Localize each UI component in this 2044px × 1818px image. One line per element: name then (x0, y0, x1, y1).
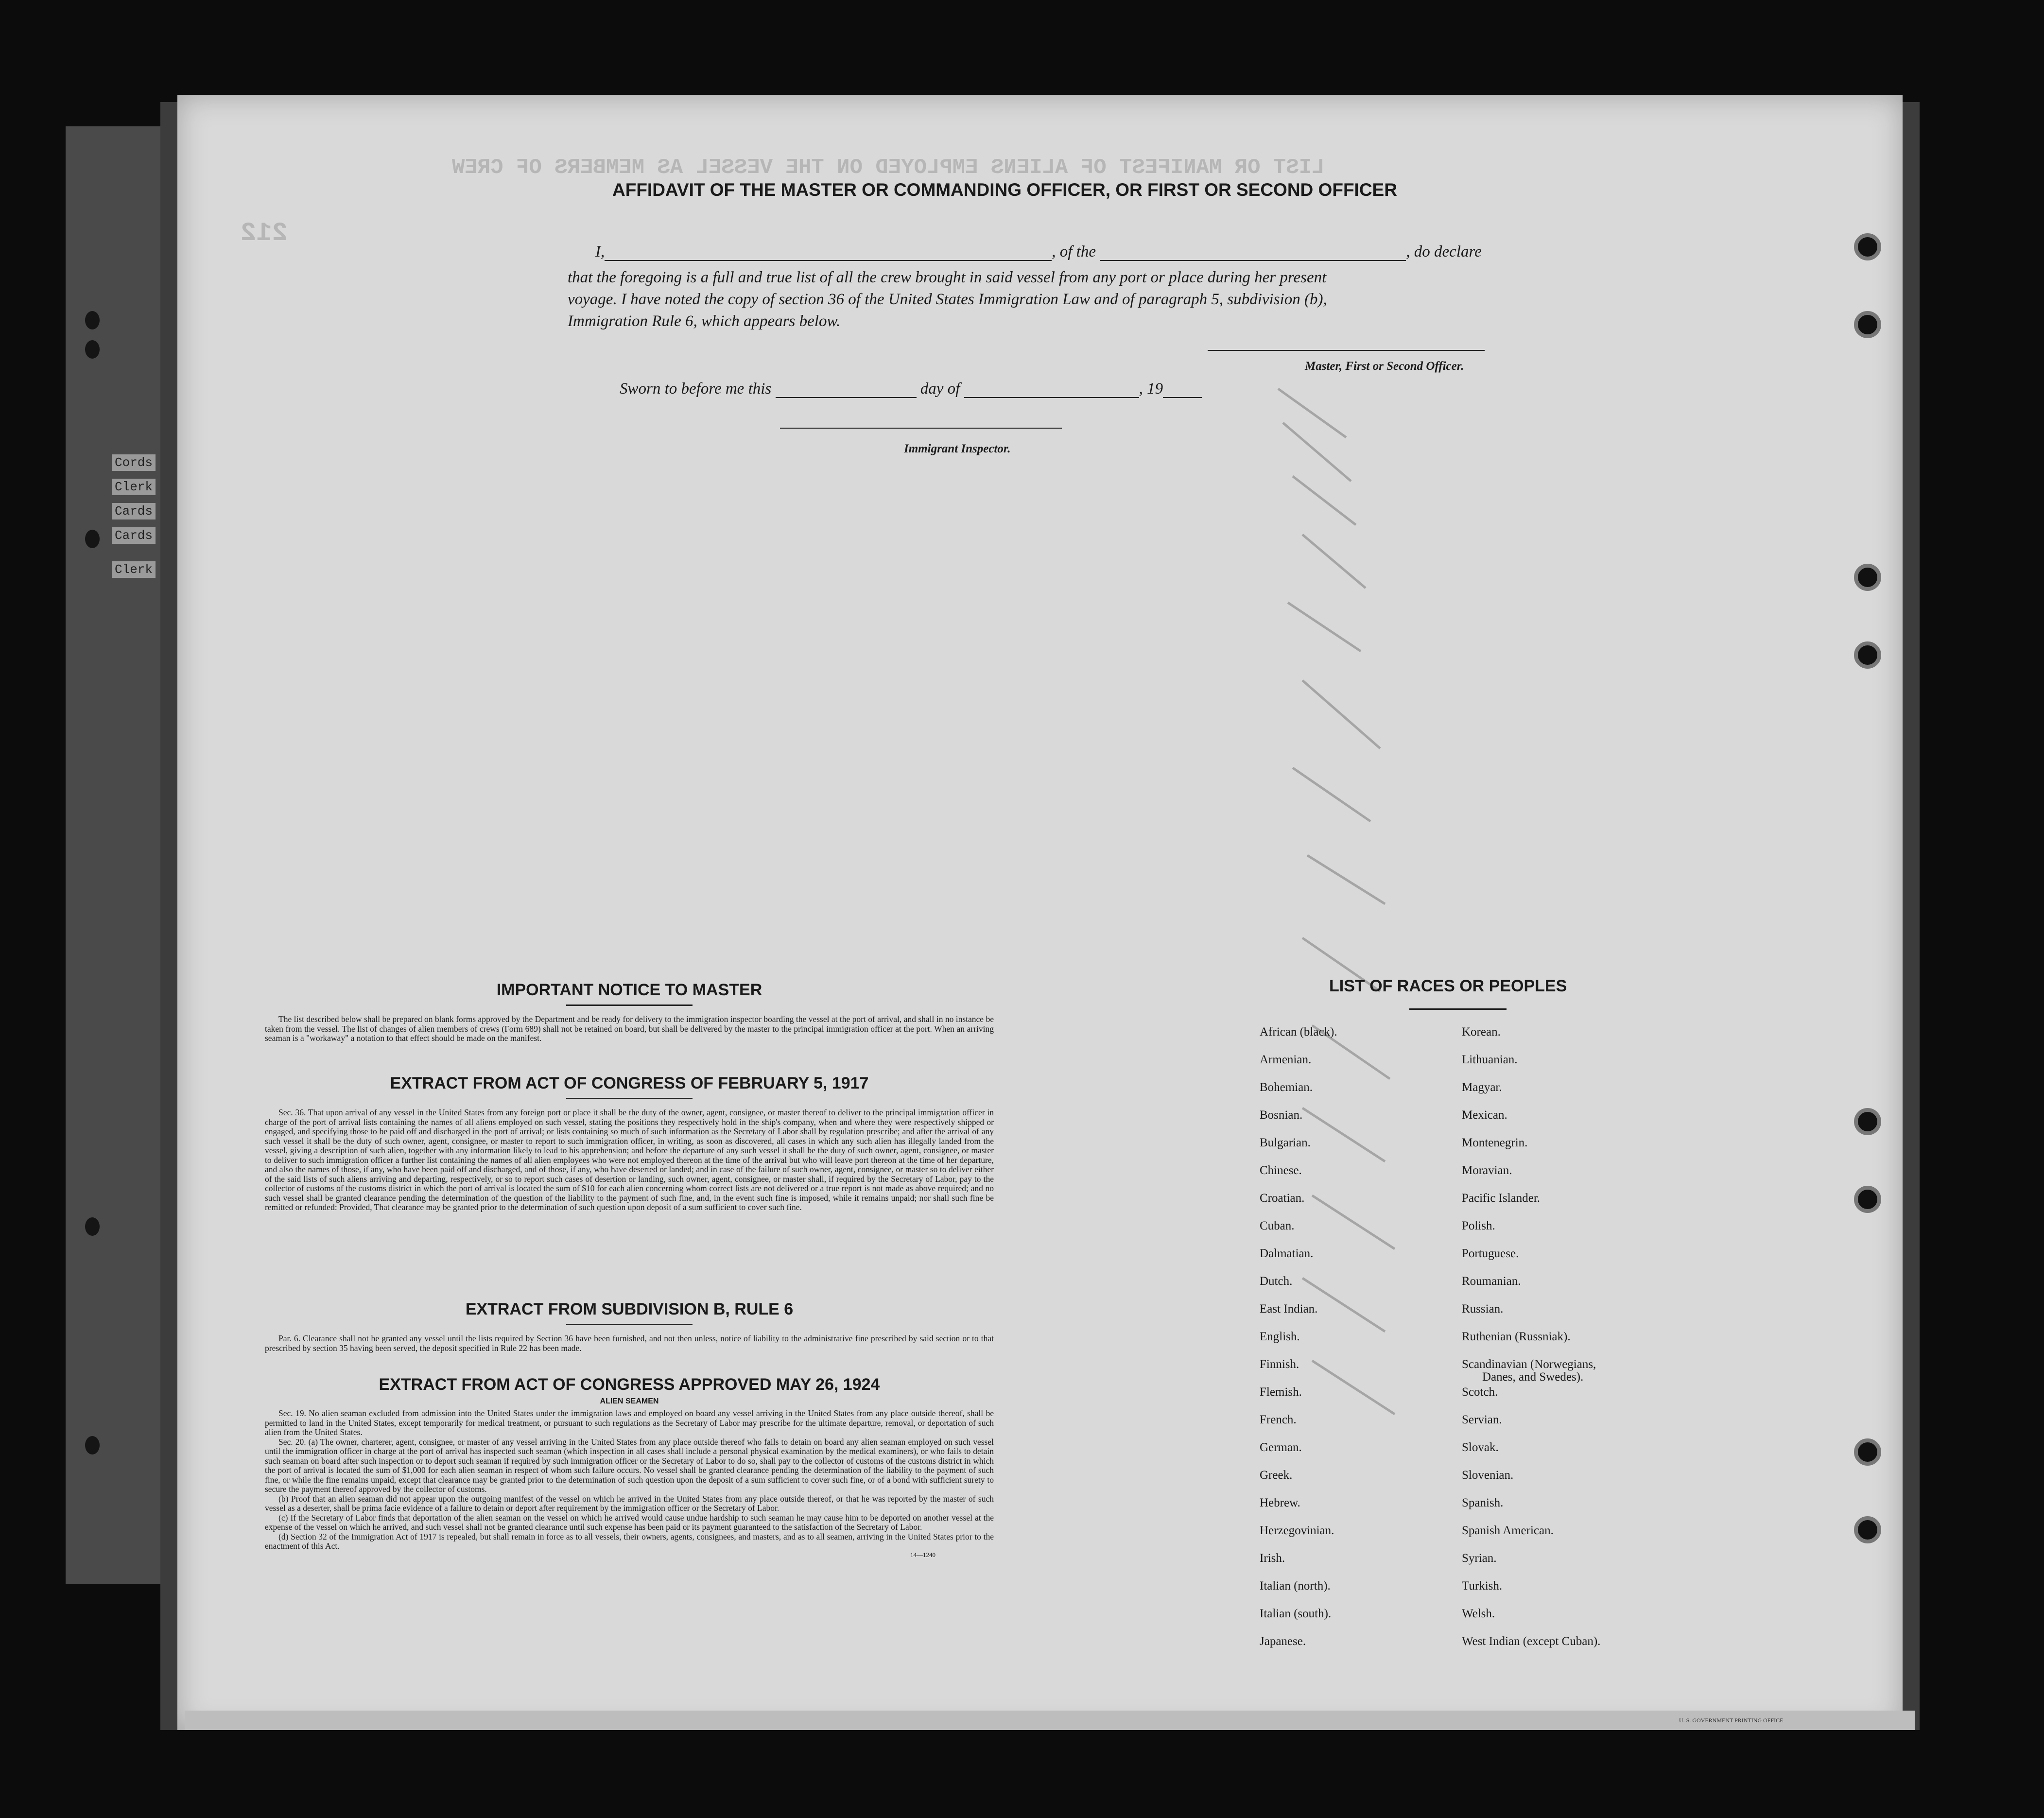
punch-hole (1854, 564, 1881, 591)
punch-hole (1854, 1108, 1881, 1135)
race-item: Herzegovinian. (1260, 1524, 1334, 1537)
punch-hole (1854, 233, 1881, 260)
name-blank[interactable] (605, 260, 1052, 261)
race-item: Slovenian. (1462, 1469, 1514, 1482)
stub-label: Cards (112, 503, 156, 519)
divider (566, 1004, 693, 1006)
extract-rule6-title: EXTRACT FROM SUBDIVISION B, RULE 6 (465, 1300, 794, 1318)
divider (1409, 1008, 1507, 1010)
sec20c-paragraph: (c) If the Secretary of Labor finds that deportation of the alien seaman on the vessel on which he arrived would cause undue hardship to such seaman he may cause him to be deported on another vessel at the expense of the vessel on which he arrived, and such vessel shall not be granted clearance until such expense has been paid or its payment guaranteed to the satisfaction of the Secretary of Labor. (265, 1512, 994, 1532)
punch-hole (1854, 1516, 1881, 1543)
affidavit-line-1 (595, 243, 1482, 261)
race-item: Mexican. (1462, 1108, 1507, 1122)
extract-rule6-section (265, 1300, 994, 1353)
race-item: Portuguese. (1462, 1247, 1519, 1260)
extract-rule6-text (265, 1334, 994, 1353)
race-item: Croatian. (1260, 1192, 1305, 1205)
sworn-day-blank[interactable] (776, 397, 917, 398)
race-item: Welsh. (1462, 1607, 1495, 1620)
affidavit-of-the: , of the (1052, 243, 1096, 260)
bleed-through-header: LIST OR MANIFEST OF ALIENS EMPLOYED ON THE VESSEL AS MEMBERS OF CREW (452, 156, 1325, 180)
extract-1924-section (265, 1375, 994, 1559)
binding-hole (85, 340, 100, 359)
pencil-marks (1273, 379, 1419, 1497)
sworn-line (620, 380, 1202, 398)
race-item: Italian (south). (1260, 1607, 1332, 1620)
sworn-year: , 19 (1139, 380, 1163, 398)
race-item: Pacific Islander. (1462, 1192, 1541, 1205)
vessel-blank[interactable] (1100, 260, 1406, 261)
extract-1924-title: EXTRACT FROM ACT OF CONGRESS APPROVED MAY 26, 1924 (379, 1375, 880, 1394)
race-item: Slovak. (1462, 1441, 1499, 1454)
binding-hole (85, 1436, 100, 1454)
inspector-signature-label: Immigrant Inspector. (904, 442, 1011, 455)
punch-hole (1854, 1186, 1881, 1213)
underlying-sheet (66, 126, 174, 1584)
race-item: Scotch. (1462, 1385, 1498, 1399)
sworn-year-blank[interactable] (1163, 397, 1202, 398)
punch-hole (1854, 1438, 1881, 1466)
race-item: Japanese. (1260, 1635, 1306, 1648)
race-item: Magyar. (1462, 1081, 1502, 1094)
inspector-signature-line[interactable] (780, 428, 1062, 429)
race-item: German. (1260, 1441, 1302, 1454)
race-item: Korean. (1462, 1025, 1501, 1039)
sworn-day-of: day of (920, 380, 960, 398)
race-item: Roumanian. (1462, 1275, 1521, 1288)
race-item: Finnish. (1260, 1358, 1299, 1371)
stub-label: Cards (112, 527, 156, 544)
sworn-month-blank[interactable] (964, 397, 1139, 398)
affidavit-do-declare: , do declare (1406, 243, 1482, 260)
alien-seamen-subtitle: ALIEN SEAMEN (600, 1397, 659, 1405)
race-item: Dalmatian. (1260, 1247, 1314, 1260)
sec20b-paragraph: (b) Proof that an alien seaman did not appear upon the outgoing manifest of the vessel on which he arrived in the United States from any place outside thereof, or that he was reported by the master of such vessel as a deserter, shall be prima facie evidence of a failure to detain or deport after requirement by the immigration officer or the Secretary of Labor. (265, 1493, 994, 1513)
sec20d-paragraph: (d) Section 32 of the Immigration Act of 1917 is repealed, but shall remain in force as to all vessels, their owners, agents, consignees, and masters, and as to all seamen, arriving in the United States prior to the enactment of this Act. (265, 1531, 994, 1551)
divider (566, 1098, 693, 1099)
punch-hole (1854, 641, 1881, 669)
notice-title: IMPORTANT NOTICE TO MASTER (496, 981, 762, 999)
printer-imprint: U. S. GOVERNMENT PRINTING OFFICE (1679, 1717, 1784, 1724)
affidavit-line-2: that the foregoing is a full and true list of all the crew brought in said vessel from any port or place during her present (568, 269, 1327, 286)
page-edge (185, 1711, 1915, 1730)
race-item: Bulgarian. (1260, 1136, 1311, 1149)
race-item: Dutch. (1260, 1275, 1293, 1288)
extract-rule6-paragraph: Par. 6. Clearance shall not be granted any vessel until the lists required by Section 36 have been furnished, and not then unless, notice of liability to the administrative fine prescribed by said section or to that prescribed by section 35 having been served, the deposit specified in Rule 22 has been made. (265, 1333, 994, 1353)
extract-1917-paragraph: Sec. 36. That upon arrival of any vessel in the United States from any foreign port or place it shall be the duty of the owner, agent, consignee, or master thereof to deliver to the principal immigration officer in charge of the port of arrival lists containing the names of all aliens employed on such vessel, stating the positions they respectively hold in the ship's company, when and where they were respectively shipped or engaged, and specifying those to be paid off and discharged in the port of arrival; or lists containing so much of such information as the Secretary of Labor shall by regulation prescribe; and after the arrival of any such vessel it shall be the duty of such owner, agent, consignee, or master to report to such immigration officer, in writing, as soon as discovered, all cases in which any such alien has illegally landed from the vessel, giving a description of such alien, together with any information likely to lead to his apprehension; and before the departure of any such vessel it shall be the duty of such owner, agent, consignee, or master to deliver to such immigration officer a further list containing the names of all alien employees who were not employed thereon at the time of the arrival but who will leave port thereon at the time of her departure, and also the names of those, if any, who have been paid off and discharged, and of those, if any, who have deserted or landed; and in case of the failure of such owner, agent, consignee, or master so to deliver either of the said lists of such aliens arriving and departing, respectively, or so to report such cases of desertion or landing, such owner, agent, consignee, or master shall, if required by the Secretary of Labor, pay to the collector of customs of the customs district in which the port of arrival is located the sum of $10 for each alien concerning whom correct lists are not delivered or a true report is not made as above required; and no such vessel shall be granted clearance pending the determination of the question of the liability to the payment of such fine, and, in the event such fine is imposed, while it remains unpaid; nor shall such fine be remitted or refunded: Provided, That clearance may be granted prior to the determination of such question upon deposit of a sum sufficient to cover such fine. (265, 1108, 994, 1212)
extract-1917-section (265, 1074, 994, 1212)
race-item: Cuban. (1260, 1219, 1295, 1232)
race-item: Montenegrin. (1462, 1136, 1528, 1149)
binding-hole (85, 530, 100, 548)
race-item: Italian (north). (1260, 1579, 1331, 1593)
race-item: French. (1260, 1413, 1297, 1426)
stub-label: Clerk (112, 561, 156, 578)
race-item: Turkish. (1462, 1579, 1503, 1593)
race-item: East Indian. (1260, 1302, 1318, 1316)
race-item: Irish. (1260, 1552, 1285, 1565)
extract-1924-text (265, 1409, 994, 1551)
race-item: West Indian (except Cuban). (1462, 1635, 1601, 1648)
master-signature-line[interactable] (1208, 350, 1485, 351)
race-item: Servian. (1462, 1413, 1502, 1426)
form-number: 14—1240 (910, 1551, 935, 1558)
punch-hole (1854, 311, 1881, 338)
race-item: Greek. (1260, 1469, 1293, 1482)
race-item: Bohemian. (1260, 1081, 1313, 1094)
stub-label: Clerk (112, 479, 156, 495)
race-item: Spanish American. (1462, 1524, 1554, 1537)
race-item: Polish. (1462, 1219, 1495, 1232)
extract-1917-text (265, 1108, 994, 1212)
bleed-through-page-number: 212 (241, 219, 288, 248)
notice-paragraph: The list described below shall be prepared on blank forms approved by the Department and be ready for delivery to the immigration inspector boarding the vessel at the port of arrival, and shall in no instance be taken from the vessel. The list of changes of alien members of crews (Form 689) shall not be retained on board, but shall be delivered by the master to the principal immigration officer at the port. When an arriving seaman is a "workaway" a notation to that effect should be made on the manifest. (265, 1014, 994, 1043)
race-item: Ruthenian (Russniak). (1462, 1330, 1571, 1343)
race-item: Scandinavian (Norwegians, (1462, 1358, 1596, 1371)
race-item: Hebrew. (1260, 1496, 1300, 1509)
race-item: African (black). (1260, 1025, 1337, 1039)
affidavit-line-3: voyage. I have noted the copy of section 36 of the United States Immigration Law and of paragraph 5, subdivision (b), (568, 291, 1327, 308)
affidavit-title: AFFIDAVIT OF THE MASTER OR COMMANDING OFFICER, OR FIRST OR SECOND OFFICER (612, 180, 1397, 200)
race-item: Lithuanian. (1462, 1053, 1518, 1066)
race-item: Flemish. (1260, 1385, 1302, 1399)
affidavit-i: I, (595, 243, 605, 260)
races-title: LIST OF RACES OR PEOPLES (1329, 977, 1567, 995)
race-item: English. (1260, 1330, 1300, 1343)
race-item: Chinese. (1260, 1164, 1302, 1177)
binding-hole (85, 311, 100, 329)
race-item: Syrian. (1462, 1552, 1497, 1565)
race-item: Moravian. (1462, 1164, 1512, 1177)
notice-text (265, 1015, 994, 1043)
binding-hole (85, 1217, 100, 1236)
sec19-paragraph: Sec. 19. No alien seaman excluded from admission into the United States under the immigration laws and employed on board any vessel arriving in the United States from any place outside thereof, shall be permitted to land in the United States, except temporarily for medical treatment, or pursuant to such regulations as the Secretary of Labor may prescribe for the ultimate departure, removal, or deportation of such alien from the United States. (265, 1408, 994, 1437)
race-item: Russian. (1462, 1302, 1504, 1316)
stub-label: Cords (112, 454, 156, 471)
master-signature-label: Master, First or Second Officer. (1305, 360, 1464, 373)
affidavit-line-4: Immigration Rule 6, which appears below. (568, 312, 841, 330)
race-item: Spanish. (1462, 1496, 1504, 1509)
sec20a-paragraph: Sec. 20. (a) The owner, charterer, agent, consignee, or master of any vessel arriving in the United States from any place outside thereof who fails to detain on board any alien seaman employed on such vessel until the immigration officer in charge at the port of arrival has inspected such seaman (which inspection in all cases shall include a personal physical examination by the medical examiners), or who fails to detain such seaman on board after such inspection or to deport such seaman if required by such immigration officer or the Secretary of Labor to do so, shall pay to the collector of customs of the customs district in which the port of arrival is located the sum of $1,000 for each alien seaman in respect of whom such failure occurs. No vessel shall be granted clearance pending the determination of the liability to the payment of such fine, or while the fine remains unpaid, except that clearance may be granted prior to the determination of such question upon the deposit of a sum sufficient to cover such fine, or of a bond with sufficient surety to secure the payment thereof approved by the collector of customs. (265, 1437, 994, 1494)
race-item: Bosnian. (1260, 1108, 1303, 1122)
extract-1917-title: EXTRACT FROM ACT OF CONGRESS OF FEBRUARY 5, 1917 (390, 1074, 869, 1092)
divider (566, 1324, 693, 1325)
race-item-continuation: Danes, and Swedes). (1482, 1370, 1584, 1384)
notice-section (265, 981, 994, 1043)
sworn-prefix: Sworn to before me this (620, 380, 772, 398)
race-item: Armenian. (1260, 1053, 1312, 1066)
